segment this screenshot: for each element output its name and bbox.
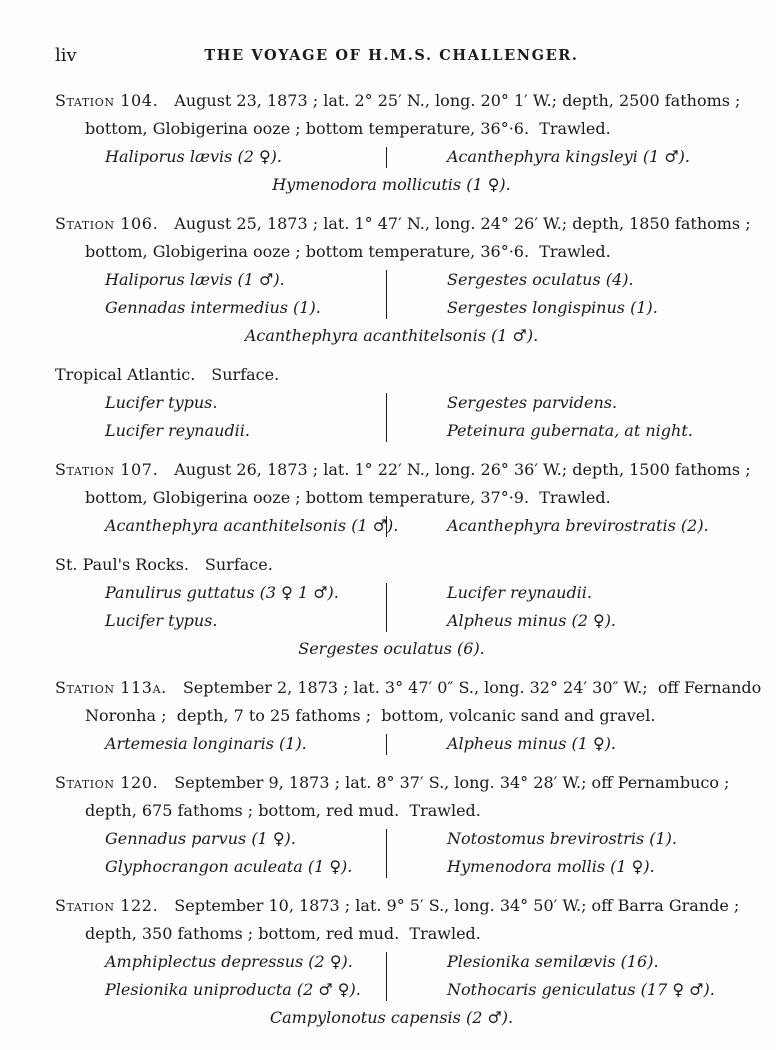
species-column-right xyxy=(387,948,728,1004)
station-label: Station 107. xyxy=(55,460,159,479)
station-122-section xyxy=(55,892,740,1032)
station-details-line1: August 25, 1873 ; lat. 1° 47′ N., long. 24° 26′ W.; depth, 1850 fathoms ; xyxy=(174,214,751,233)
species-entry: Lucifer typus. xyxy=(105,611,218,630)
locality-label: St. Paul's Rocks. xyxy=(55,555,189,574)
species-column-left xyxy=(55,825,386,881)
station-details-line1: September 10, 1873 ; lat. 9° 5′ S., long. 34° 50′ W.; off Barra Grande ; xyxy=(174,896,740,915)
species-entry: Hymenodora mollis (1 ♀). xyxy=(447,857,655,876)
station-104-section xyxy=(55,87,741,199)
species-entry: Gennadas intermedius (1). xyxy=(105,298,321,317)
page-number: liv xyxy=(55,45,77,66)
species-column-left xyxy=(55,512,399,540)
species-entry: Panulirus guttatus (3 ♀ 1 ♂). xyxy=(105,583,339,602)
species-entry-centered: Acanthephyra acanthitelsonis (1 ♂). xyxy=(244,326,539,345)
locality-heading xyxy=(55,361,728,389)
station-107-section xyxy=(55,456,751,540)
species-column-left xyxy=(55,389,386,445)
species-entry: Plesionika semilævis (16). xyxy=(447,952,659,971)
species-entry: Haliporus lævis (2 ♀). xyxy=(105,147,282,166)
station-label: Station 120. xyxy=(55,773,159,792)
station-details-line2: bottom, Globigerina ooze ; bottom temperature, 36°·6. Trawled. xyxy=(85,119,611,138)
species-entry: Gennadus parvus (1 ♀). xyxy=(105,829,296,848)
station-details-line2: Noronha ; depth, 7 to 25 fathoms ; bottom, volcanic sand and gravel. xyxy=(85,706,656,725)
species-entry: Acanthephyra kingsleyi (1 ♂). xyxy=(447,147,690,166)
species-entry: Alpheus minus (2 ♀). xyxy=(447,611,617,630)
species-entry: Glyphocrangon aculeata (1 ♀). xyxy=(105,857,353,876)
species-column-right xyxy=(387,266,728,322)
locality-details: Surface. xyxy=(204,555,273,574)
station-heading xyxy=(55,892,740,920)
station-details-line2: bottom, Globigerina ooze ; bottom temperature, 36°·6. Trawled. xyxy=(85,242,611,261)
species-columns xyxy=(55,579,728,635)
station-heading xyxy=(55,769,728,797)
station-106-section xyxy=(55,210,751,350)
station-details-line2: bottom, Globigerina ooze ; bottom temperature, 37°·9. Trawled. xyxy=(85,488,611,507)
station-heading xyxy=(55,87,741,115)
species-entry-centered: Hymenodora mollicutis (1 ♀). xyxy=(272,175,511,194)
species-column-left xyxy=(55,579,386,635)
species-entry: Alpheus minus (1 ♀). xyxy=(447,734,617,753)
species-columns xyxy=(55,143,728,171)
species-column-left xyxy=(55,948,386,1004)
species-entry: Lucifer reynaudii. xyxy=(105,421,250,440)
species-entry: Lucifer typus. xyxy=(105,393,218,412)
species-entry-centered: Campylonotus capensis (2 ♂). xyxy=(269,1008,514,1027)
species-columns xyxy=(55,948,728,1004)
running-title: THE VOYAGE OF H.M.S. CHALLENGER. xyxy=(204,47,579,64)
species-entry: Nothocaris geniculatus (17 ♀ ♂). xyxy=(447,980,715,999)
st-pauls-rocks-section xyxy=(55,551,728,663)
station-label: Station 104. xyxy=(55,91,159,110)
station-heading xyxy=(55,456,751,484)
species-columns xyxy=(55,825,728,881)
station-label: Station 122. xyxy=(55,896,159,915)
locality-heading xyxy=(55,551,728,579)
species-entry: Sergestes longispinus (1). xyxy=(447,298,658,317)
station-details-line1: August 23, 1873 ; lat. 2° 25′ N., long. 20° 1′ W.; depth, 2500 fathoms ; xyxy=(174,91,741,110)
locality-label: Tropical Atlantic. xyxy=(55,365,196,384)
species-entry: Sergestes oculatus (4). xyxy=(447,270,634,289)
species-columns xyxy=(55,389,728,445)
species-column-right xyxy=(387,389,728,445)
species-entry-centered: Sergestes oculatus (6). xyxy=(298,639,485,658)
species-entry: Peteinura gubernata, at night. xyxy=(447,421,693,440)
species-entry: Acanthephyra acanthitelsonis (1 ♂). xyxy=(105,516,399,535)
station-heading xyxy=(55,674,762,702)
locality-details: Surface. xyxy=(211,365,280,384)
species-columns xyxy=(55,266,728,322)
species-columns xyxy=(55,730,728,758)
species-entry: Amphiplectus depressus (2 ♀). xyxy=(105,952,353,971)
station-details-line2: depth, 675 fathoms ; bottom, red mud. Trawled. xyxy=(85,801,481,820)
species-column-left xyxy=(55,266,386,322)
station-details-line2: depth, 350 fathoms ; bottom, red mud. Trawled. xyxy=(85,924,481,943)
station-heading xyxy=(55,210,751,238)
station-details-line1: August 26, 1873 ; lat. 1° 22′ N., long. 26° 36′ W.; depth, 1500 fathoms ; xyxy=(174,460,751,479)
station-label: Station 106. xyxy=(55,214,159,233)
station-details-line1: September 2, 1873 ; lat. 3° 47′ 0″ S., long. 32° 24′ 30″ W.; off Fernando xyxy=(182,678,762,697)
station-details-line1: September 9, 1873 ; lat. 8° 37′ S., long. 34° 28′ W.; off Pernambuco ; xyxy=(174,773,730,792)
station-120-section xyxy=(55,769,728,881)
species-column-right xyxy=(387,579,728,635)
station-label: Station 113a. xyxy=(55,678,167,697)
species-entry: Lucifer reynaudii. xyxy=(447,583,592,602)
species-entry: Acanthephyra brevirostratis (2). xyxy=(447,516,709,535)
species-entry: Notostomus brevirostris (1). xyxy=(447,829,677,848)
station-113a-section xyxy=(55,674,762,758)
species-column-right xyxy=(387,512,728,540)
species-entry: Sergestes parvidens. xyxy=(447,393,618,412)
species-column-left xyxy=(55,143,386,171)
species-entry: Artemesia longinaris (1). xyxy=(105,734,307,753)
species-entry: Haliporus lævis (1 ♂). xyxy=(105,270,285,289)
species-column-right xyxy=(387,143,728,171)
species-column-right xyxy=(387,730,728,758)
tropical-atlantic-section xyxy=(55,361,728,445)
species-column-right xyxy=(387,825,728,881)
species-column-left xyxy=(55,730,386,758)
running-header xyxy=(55,44,728,74)
species-columns xyxy=(55,512,728,540)
species-entry: Plesionika uniproducta (2 ♂ ♀). xyxy=(105,980,361,999)
